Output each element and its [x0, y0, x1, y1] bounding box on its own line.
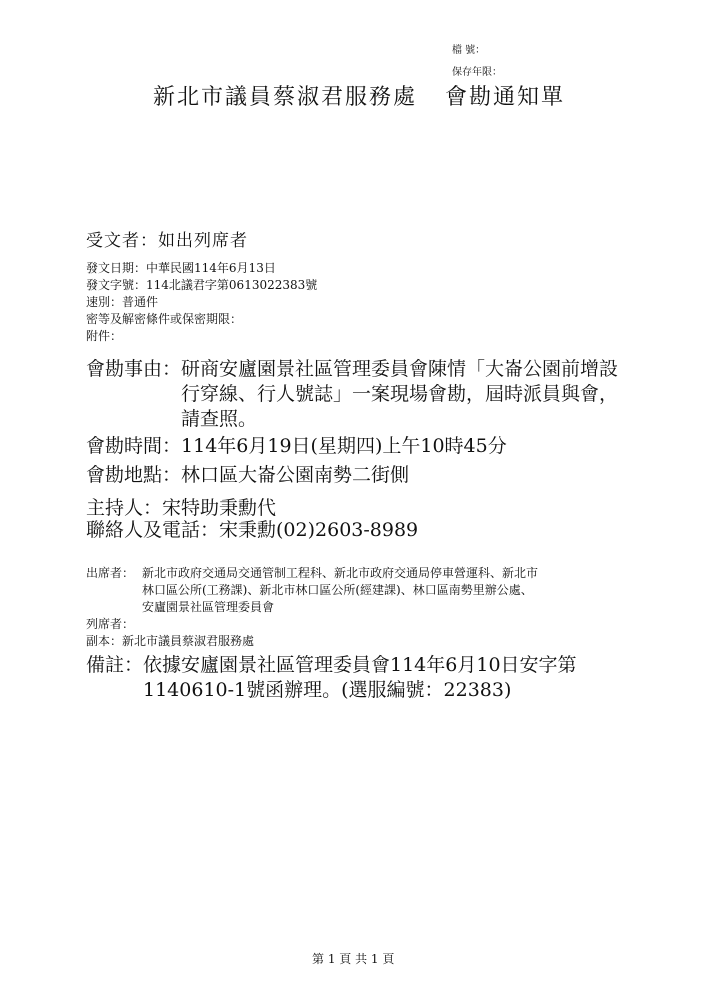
recipient-line — [86, 230, 248, 252]
observers-line — [86, 616, 134, 633]
meeting-place — [86, 463, 409, 487]
matter-line-1: 研商安廬園景社區管理委員會陳情「大崙公園前增設 — [181, 358, 619, 380]
note-line-2: 1140610-1號函辦理。(選服編號：22383) — [143, 679, 512, 701]
place-value: 林口區大崙公園南勢二街側 — [181, 464, 410, 486]
meta-label: 密等及解密條件或保密期限： — [86, 312, 243, 326]
page-number: 第 1 頁 共 1 頁 — [312, 952, 395, 966]
contact-label: 聯絡人及電話： — [86, 519, 220, 541]
copy-label: 副本： — [86, 634, 123, 648]
meta-label: 發文日期： — [86, 261, 147, 275]
meta-value: 中華民國114年6月13日 — [146, 261, 276, 275]
meta-urgency — [86, 294, 158, 311]
meta-doc-number — [86, 277, 317, 294]
matter-line-3: 請查照。 — [181, 408, 258, 430]
recipient-value: 如出列席者 — [158, 231, 248, 251]
doc-type: 會勘通知單 — [445, 85, 566, 110]
matter-label: 會勘事由： — [86, 358, 182, 380]
meeting-time — [86, 434, 507, 458]
attendees-label: 出席者： — [86, 566, 135, 580]
copy-value: 新北市議員蔡淑君服務處 — [122, 634, 255, 648]
meta-issue-date — [86, 260, 276, 277]
meta-label: 速別： — [86, 295, 123, 309]
file-number-label: 檔 號： — [452, 45, 486, 56]
attendees-line-1: 新北市政府交通局交通管制工程科、新北市政府交通局停車營運科、新北市 — [142, 566, 539, 580]
copy-line — [86, 633, 254, 650]
note-line-1: 依據安廬園景社區管理委員會114年6月10日安字第 — [143, 654, 577, 676]
contact-value: 宋秉勳(02)2603-8989 — [219, 519, 419, 541]
attendees-line-3: 安廬園景社區管理委員會 — [142, 600, 275, 614]
time-value: 114年6月19日(星期四)上午10時45分 — [181, 435, 507, 457]
meta-label: 發文字號： — [86, 278, 147, 292]
meta-label: 附件： — [86, 329, 123, 343]
attendees-line-2: 林口區公所(工務課)、新北市林口區公所(經建課)、林口區南勢里辦公處、 — [142, 583, 533, 597]
observers-label: 列席者： — [86, 617, 135, 631]
document-title — [153, 83, 565, 113]
recipient-label: 受文者： — [86, 231, 158, 251]
time-label: 會勘時間： — [86, 435, 182, 457]
host-line — [86, 496, 276, 520]
place-label: 會勘地點： — [86, 464, 182, 486]
meta-value: 114北議君字第0613022383號 — [146, 278, 318, 292]
meta-attachment — [86, 328, 122, 345]
note-label: 備註： — [86, 654, 144, 676]
matter-line-2: 行穿線、行人號誌」一案現場會勘，屆時派員與會， — [181, 383, 619, 405]
meta-value: 普通件 — [122, 295, 159, 309]
host-label: 主持人： — [86, 497, 163, 519]
meta-security — [86, 311, 242, 328]
host-value: 宋特助秉勳代 — [162, 497, 277, 519]
office-name: 新北市議員蔡淑君服務處 — [153, 85, 418, 110]
retention-period-label: 保存年限： — [452, 67, 502, 78]
contact-line — [86, 518, 418, 542]
